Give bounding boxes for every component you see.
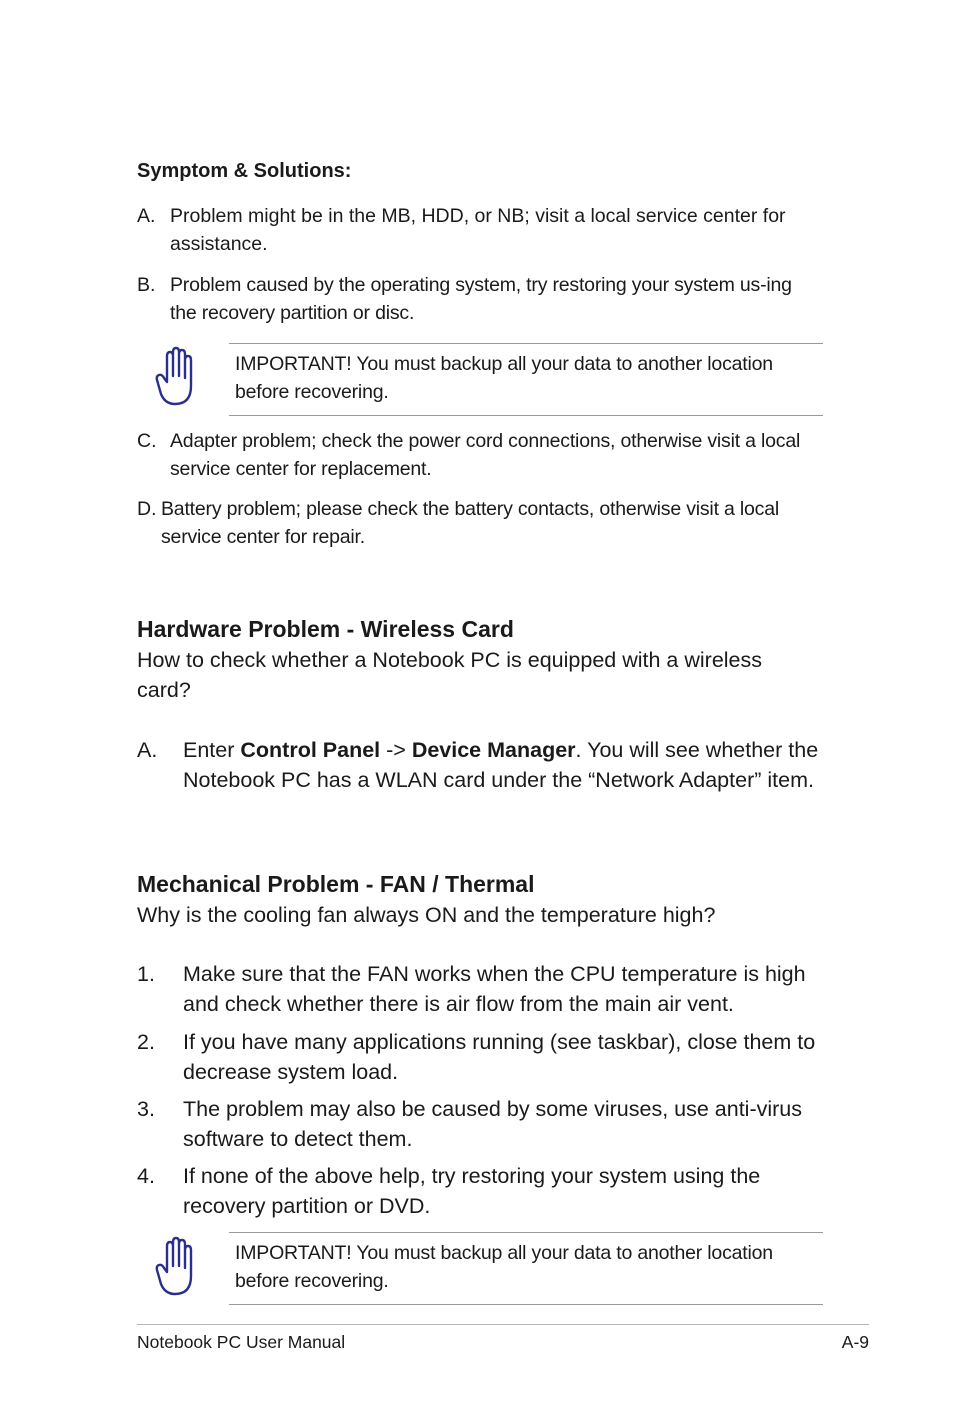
fan-item-2-label: 2. xyxy=(137,1030,155,1054)
symptom-item-b-text: Problem caused by the operating system, try restoring your system us-ing the recovery partition or disc. xyxy=(170,274,792,324)
symptom-item-a-label: A. xyxy=(137,205,156,227)
symptom-item-a xyxy=(137,202,827,262)
note2-top-rule xyxy=(229,1232,823,1233)
wireless-question: How to check whether a Notebook PC is equipped with a wireless card? xyxy=(137,648,763,702)
fan-item-3-text: The problem may also be caused by some viruses, use anti-virus software to detect them. xyxy=(183,1097,802,1151)
symptom-item-d-text: Battery problem; please check the battery contacts, otherwise visit a local service center for repair. xyxy=(161,498,779,548)
note1-bottom-rule xyxy=(229,415,823,416)
control-panel-term: Control Panel xyxy=(240,738,381,762)
symptom-item-b-label: B. xyxy=(137,274,156,296)
note1-text: IMPORTANT! You must backup all your data to another location before recovering. xyxy=(235,353,773,403)
arrow-symbol: -> xyxy=(380,738,412,762)
symptom-item-d-label: D. xyxy=(137,498,157,520)
fan-question: Why is the cooling fan always ON and the temperature high? xyxy=(137,903,716,927)
fan-item-4 xyxy=(137,1161,827,1223)
fan-item-4-label: 4. xyxy=(137,1164,155,1188)
note2-text: IMPORTANT! You must backup all your data to another location before recovering. xyxy=(235,1242,773,1292)
symptoms-heading: Symptom & Solutions: xyxy=(137,160,352,182)
fan-heading: Mechanical Problem - FAN / Thermal xyxy=(137,871,535,897)
symptom-item-b xyxy=(137,271,827,331)
footer-rule xyxy=(137,1324,869,1325)
wireless-item-a-label: A. xyxy=(137,738,158,762)
wireless-heading: Hardware Problem - Wireless Card xyxy=(137,616,514,642)
fan-item-3-label: 3. xyxy=(137,1097,155,1121)
note2-bottom-rule xyxy=(229,1304,823,1305)
note1-top-rule xyxy=(229,343,823,344)
symptom-item-a-text: Problem might be in the MB, HDD, or NB; visit a local service center for assistance. xyxy=(170,205,786,255)
symptom-item-d xyxy=(137,495,827,555)
fan-item-3 xyxy=(137,1094,827,1156)
raised-hand-icon xyxy=(155,1236,199,1298)
symptom-item-c-text: Adapter problem; check the power cord connections, otherwise visit a local service center for replacement. xyxy=(170,430,801,480)
wireless-item-a-pre: Enter xyxy=(183,738,241,762)
raised-hand-icon xyxy=(155,346,199,408)
fan-item-1-label: 1. xyxy=(137,962,155,986)
fan-item-2-text: If you have many applications running (see taskbar), close them to decrease system load. xyxy=(183,1030,816,1084)
symptom-item-c-label: C. xyxy=(137,430,157,452)
fan-item-2 xyxy=(137,1027,827,1089)
wireless-item-a xyxy=(137,735,827,830)
fan-item-1 xyxy=(137,959,827,1021)
fan-item-1-text: Make sure that the FAN works when the CPU temperature is high and check whether there is air flow from the main air vent. xyxy=(183,962,806,1016)
fan-item-4-text: If none of the above help, try restoring your system using the recovery partition or DVD. xyxy=(183,1164,761,1218)
wireless-item-a-post: . You will see whether the Notebook PC has a WLAN card under the “Network Adapter” item. xyxy=(183,738,819,792)
footer-title: Notebook PC User Manual xyxy=(137,1332,346,1352)
device-manager-term: Device Manager xyxy=(411,738,576,762)
wireless-item-a-text xyxy=(183,735,831,795)
symptom-item-c xyxy=(137,427,827,487)
page-number: A-9 xyxy=(841,1332,869,1352)
